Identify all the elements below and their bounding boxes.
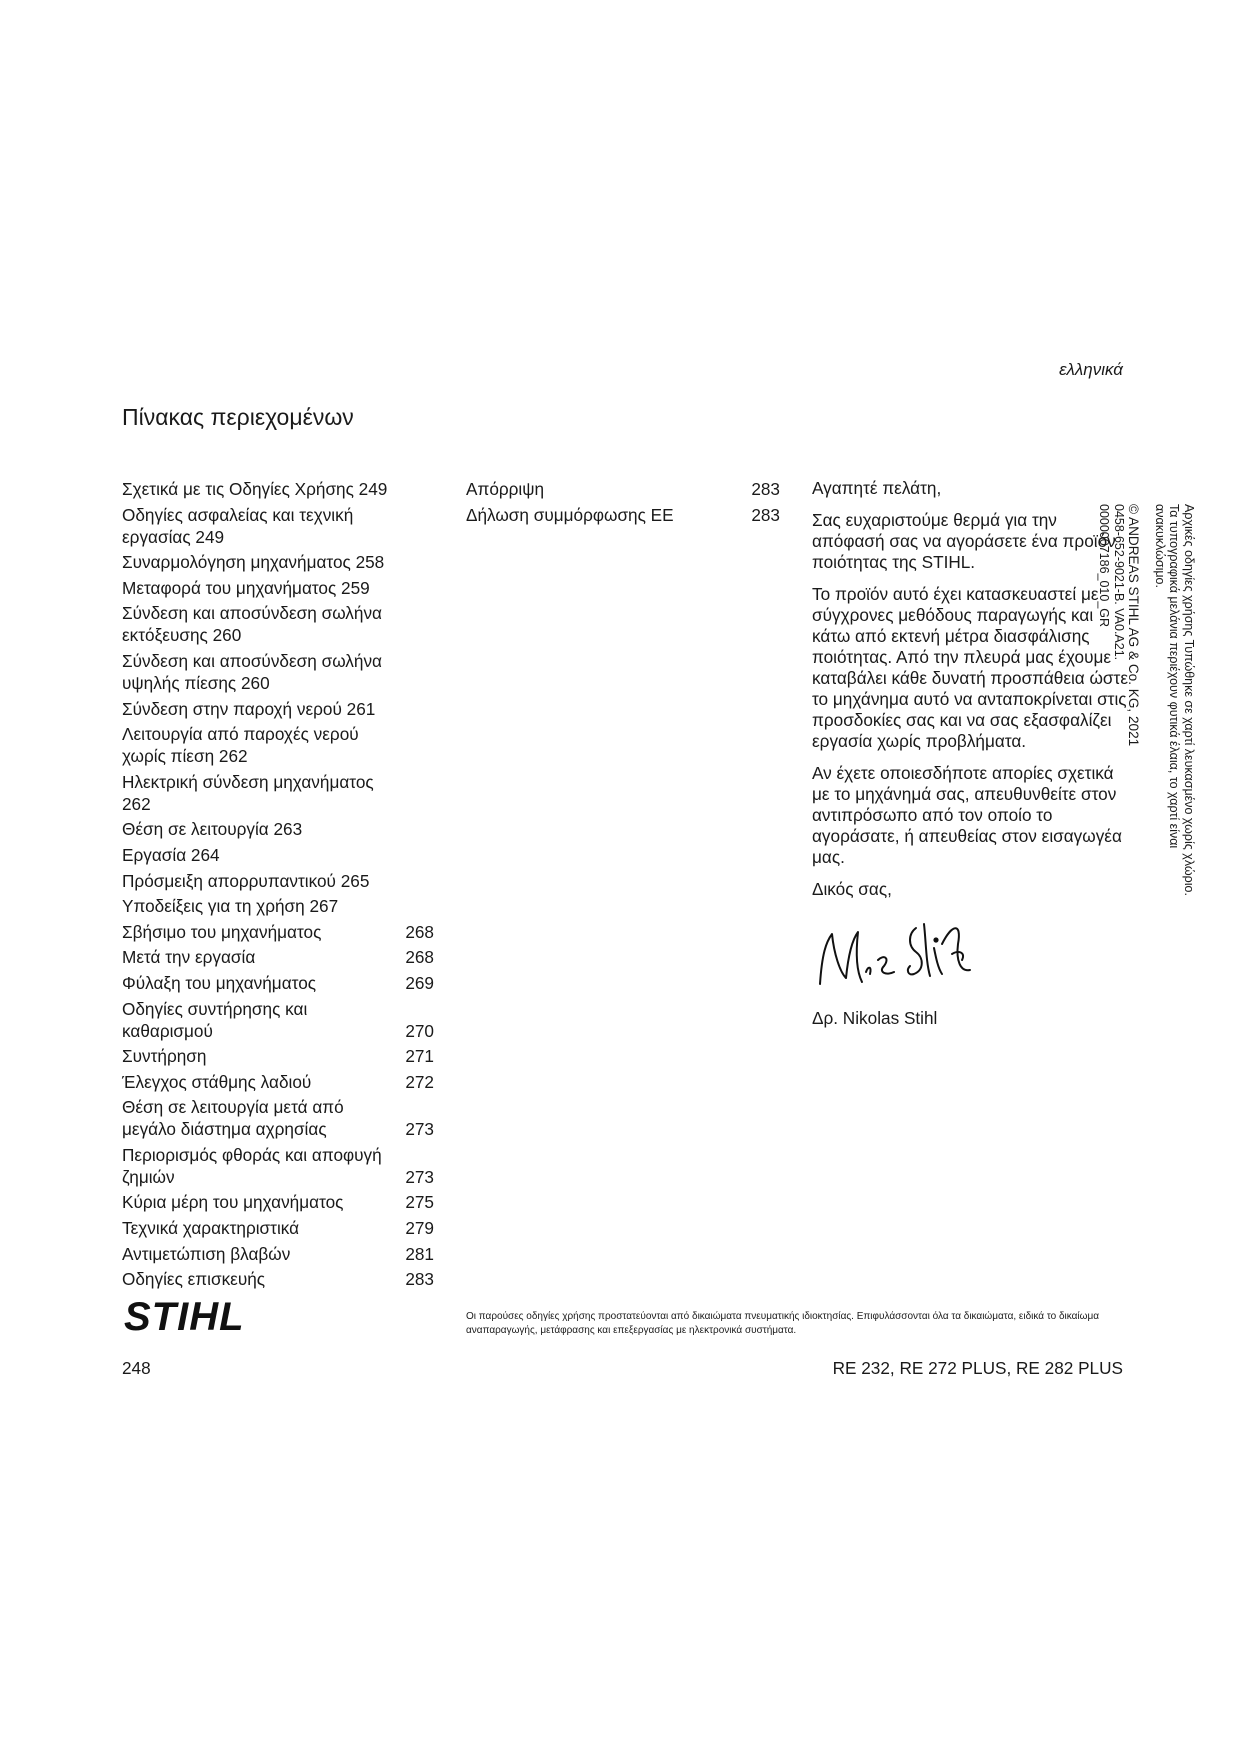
toc-entry[interactable] — [122, 1144, 434, 1188]
side-print-info — [1097, 504, 1196, 1244]
toc-entry-title: Φύλαξη του μηχανήματος — [122, 972, 317, 993]
toc-entry-title: Οδηγίες ασφαλείας και τεχνική εργασίας 249 — [122, 504, 354, 547]
signatory-name: Δρ. Nikolas Stihl — [812, 1008, 938, 1028]
toc-entry[interactable] — [122, 1191, 434, 1213]
side-info-line: Τα τυπογραφικά μελάνια περιέχουν φυτικά έλαια, το χαρτί είναι — [1167, 504, 1182, 849]
toc-entry-title: Σύνδεση και αποσύνδεση σωλήνα εκτόξευσης 260 — [122, 603, 382, 646]
toc-entry-page: 271 — [405, 1046, 434, 1067]
toc-entry[interactable] — [122, 1268, 434, 1290]
toc-entry[interactable] — [122, 946, 434, 968]
toc-entry[interactable] — [122, 577, 434, 599]
toc-entry[interactable] — [122, 698, 434, 720]
toc-entry-title: Σχετικά με τις Οδηγίες Χρήσης 249 — [122, 479, 388, 499]
toc-entry-title: Συναρμολόγηση μηχανήματος 258 — [122, 552, 385, 573]
toc-entry-title: Οδηγίες επισκευής — [122, 1269, 266, 1290]
toc-entry-title: Συντήρηση — [122, 1046, 207, 1067]
toc-entry-page: 279 — [405, 1218, 434, 1239]
toc-entry-page: 270 — [405, 1020, 434, 1041]
toc-entry-title: Τεχνικά χαρακτηριστικά — [122, 1218, 300, 1239]
side-info-line: Αρχικές οδηγίες χρήσης Τυπώθηκε σε χαρτί λευκασμένο χωρίς χλώριο. — [1182, 504, 1196, 896]
model-names: RE 232, RE 272 PLUS, RE 282 PLUS — [832, 1358, 1123, 1378]
toc-entry-page: 273 — [405, 1119, 434, 1140]
toc-entry[interactable] — [122, 1045, 434, 1067]
toc-entry-page: 272 — [405, 1071, 434, 1092]
toc-entry[interactable] — [122, 478, 434, 500]
toc-entry[interactable] — [122, 870, 434, 892]
toc-entry-title: Μετά την εργασία — [122, 947, 256, 968]
toc-entry-page: 268 — [405, 921, 434, 942]
toc-entry[interactable] — [122, 972, 434, 994]
toc-entry[interactable] — [122, 998, 434, 1042]
toc-entry[interactable] — [466, 504, 780, 526]
toc-column-right — [466, 478, 780, 529]
logo-text: STIHL — [124, 1298, 245, 1334]
page-number: 248 — [122, 1358, 151, 1378]
document-code: 0458-652-9021-B. VA0.A21. — [1112, 504, 1126, 661]
toc-entry[interactable] — [466, 478, 780, 500]
toc-entry-title: Σβήσιμο του μηχανήματος — [122, 921, 322, 942]
toc-entry-page: 283 — [751, 504, 780, 525]
toc-entry-title: Αντιμετώπιση βλαβών — [122, 1243, 291, 1264]
toc-entry[interactable] — [122, 844, 434, 866]
toc-entry-title: Ηλεκτρική σύνδεση μηχανήματος 262 — [122, 771, 374, 814]
stihl-logo — [122, 1298, 288, 1334]
toc-entry[interactable] — [122, 1071, 434, 1093]
toc-entry[interactable] — [122, 723, 434, 767]
toc-entry-page: 268 — [405, 947, 434, 968]
toc-entry-page: 283 — [751, 479, 780, 499]
toc-entry[interactable] — [122, 551, 434, 573]
toc-entry-title: Κύρια μέρη του μηχανήματος — [122, 1192, 344, 1213]
page-title: Πίνακας περιεχομένων — [122, 404, 354, 430]
toc-entry-title: Απόρριψη — [466, 479, 545, 499]
toc-entry[interactable] — [122, 771, 434, 815]
signature — [812, 914, 982, 994]
toc-entry-title: Οδηγίες συντήρησης και καθαρισμού — [122, 998, 308, 1041]
toc-entry-title: Σύνδεση στην παροχή νερού 261 — [122, 698, 376, 719]
toc-entry-title: Δήλωση συμμόρφωσης ΕΕ — [466, 504, 674, 525]
copyright-notice: Οι παρούσες οδηγίες χρήσης προστατεύονται από δικαιώματα πνευματικής ιδιοκτησίας. Επιφυλάσσονται όλα τα δικαιώματα, ειδικά το δικαίωμα αναπαραγωγής, μετάφρασης και επεξεργασίας με ηλεκτρονικά συστήματα. — [466, 1311, 1099, 1336]
toc-entry-page: 283 — [405, 1269, 434, 1290]
toc-entry[interactable] — [122, 650, 434, 694]
toc-entry-title: Έλεγχος στάθμης λαδιού — [122, 1071, 312, 1092]
toc-entry-title: Θέση σε λειτουργία μετά από μεγάλο διάστημα αχρησίας — [122, 1097, 344, 1140]
toc-entry[interactable] — [122, 921, 434, 943]
toc-entry[interactable] — [122, 504, 434, 548]
toc-entry-title: Υποδείξεις για τη χρήση 267 — [122, 896, 339, 917]
toc-entry-title: Περιορισμός φθοράς και αποφυγή ζημιών — [122, 1144, 382, 1187]
copyright-line: © ANDREAS STIHL AG & Co. KG, 2021 — [1126, 504, 1142, 747]
document-code: 0000007186_010_GR — [1097, 504, 1112, 628]
language-label: ελληνικά — [1059, 360, 1123, 379]
toc-column-left — [122, 478, 434, 1294]
toc-entry-page: 275 — [405, 1192, 434, 1213]
toc-entry-page: 281 — [405, 1243, 434, 1264]
toc-entry-title: Εργασία 264 — [122, 844, 220, 865]
toc-entry[interactable] — [122, 818, 434, 840]
side-info-line: ανακυκλώσιμο. — [1153, 504, 1167, 588]
toc-entry-title: Σύνδεση και αποσύνδεση σωλήνα υψηλής πίεσης 260 — [122, 650, 382, 693]
toc-entry[interactable] — [122, 895, 434, 917]
toc-entry[interactable] — [122, 602, 434, 646]
letter-greeting: Αγαπητέ πελάτη, — [812, 478, 942, 498]
toc-entry[interactable] — [122, 1096, 434, 1140]
toc-entry-page: 273 — [405, 1166, 434, 1187]
toc-entry-title: Μεταφορά του μηχανήματος 259 — [122, 577, 370, 598]
toc-entry-title: Θέση σε λειτουργία 263 — [122, 819, 303, 840]
letter-paragraph: Σας ευχαριστούμε θερμά για την απόφασή σας να αγοράσετε ένα προϊόν ποιότητας της STIHL. — [812, 510, 1116, 572]
letter-closing: Δικός σας, — [812, 879, 892, 899]
toc-entry-title: Πρόσμειξη απορρυπαντικού 265 — [122, 870, 370, 891]
letter-paragraph: Αν έχετε οποιεσδήποτε απορίες σχετικά με το μηχάνημά σας, απευθυνθείτε στον αντιπρόσωπο από τον οποίο το αγοράσατε, ή απευθείας στον εισαγωγέα μας. — [812, 763, 1122, 867]
customer-letter — [812, 478, 1130, 1040]
letter-paragraph: Το προϊόν αυτό έχει κατασκευαστεί με σύγχρονες μεθόδους παραγωγής και κάτω από εκτενή μέτρα διασφάλισης ποιότητας. Από την πλευρά μας έχουμε καταβάλει κάθε δυνατή προσπάθεια ώστε το μηχάνημα αυτό να ανταποκρίνεται στις προσδοκίες σας και να σας εξασφαλίζει εργασία χωρίς προβλήματα. — [812, 584, 1128, 751]
toc-entry[interactable] — [122, 1243, 434, 1265]
toc-entry-title: Λειτουργία από παροχές νερού χωρίς πίεση 262 — [122, 724, 359, 767]
toc-entry-page: 269 — [405, 972, 434, 993]
toc-entry[interactable] — [122, 1217, 434, 1239]
